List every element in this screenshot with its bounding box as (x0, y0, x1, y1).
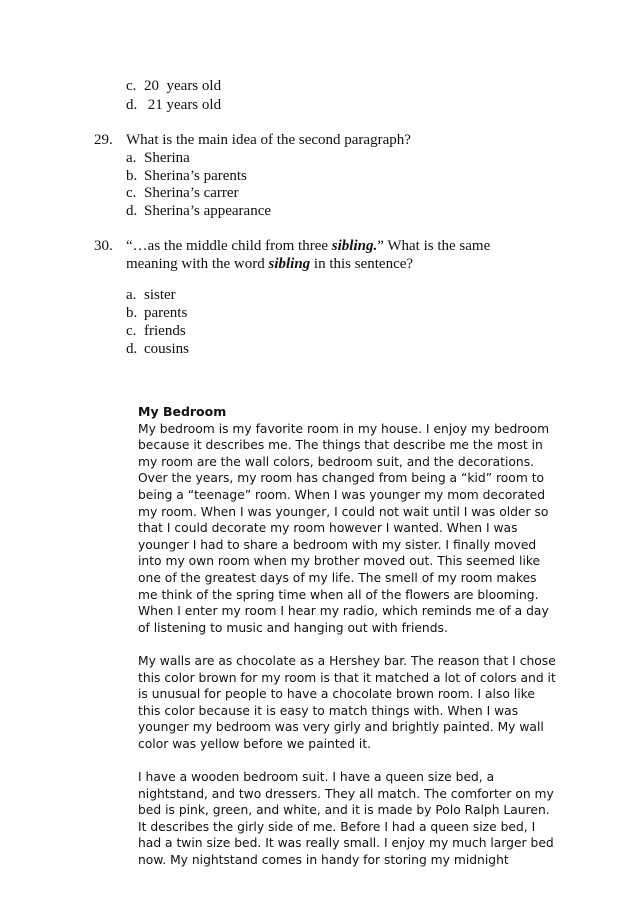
option-text: cousins (144, 341, 189, 357)
question-29 (94, 131, 534, 149)
option-text: friends (144, 323, 186, 339)
question-number: 29. (94, 132, 113, 148)
option-letter: b. (126, 305, 138, 321)
option-letter: a. (126, 150, 137, 166)
option-letter: b. (126, 168, 138, 184)
option-letter: a. (126, 287, 137, 303)
reading-passage (138, 404, 558, 885)
passage-paragraph-2: My walls are as chocolate as a Hershey bar. The reason that I chose this color brown for my room is that it matched a lot of colors and it is unusual for people to have a chocolate brown room. I also like this color because it is easy to match things with. When I was younger my bedroom was very girly and brightly painted. My wall color was yellow before we painted it. (138, 653, 556, 751)
question-number: 30. (94, 238, 113, 254)
passage-title: My Bedroom (138, 404, 227, 419)
q28-option-c (126, 77, 221, 95)
option-text: 21 years old (144, 97, 222, 113)
q30-option-a (126, 286, 176, 304)
option-text: Sherina (144, 150, 190, 166)
option-text: 20 years old (144, 78, 222, 94)
question-text-part1: “…as the middle child from three (126, 238, 332, 254)
q29-option-a (126, 149, 190, 167)
q29-option-d (126, 202, 271, 220)
q30-option-d (126, 340, 189, 358)
option-text: sister (144, 287, 176, 303)
passage-paragraph-3: I have a wooden bedroom suit. I have a queen size bed, a nightstand, and two dressers. They all match. The comforter on my bed is pink, green, and white, and it is made by Polo Ralph Lauren. It describes the girly side of me. Before I had a queen size bed, I had a twin size bed. It was really small. I enjoy my much larger bed now. My nightstand comes in handy for storing my midnight (138, 770, 554, 868)
question-30 (94, 237, 534, 273)
option-letter: d. (126, 203, 138, 219)
passage-paragraph-1: My bedroom is my favorite room in my house. I enjoy my bedroom because it describes me. The things that describe me the most in my room are the wall colors, bedroom suit, and the decorations. Over the years, my room has changed from being a “kid” room to being a “teenage” room. When I was younger my mom decorated my room. When I was younger, I could not wait until I was older so that I could decorate my room however I wanted. When I was younger I had to share a bedroom with my sister. I finally moved into my own room when my brother moved out. This seemed like one of the greatest days of my life. The smell of my room makes me think of the spring time when all of the flowers are blooming. When I enter my room I hear my radio, which reminds me of a day of listening to music and hanging out with friends. (138, 421, 550, 635)
question-text: What is the main idea of the second paragraph? (126, 132, 411, 148)
option-letter: c. (126, 185, 137, 201)
question-emphasis: sibling. (331, 238, 378, 254)
option-text: Sherina’s carrer (144, 185, 239, 201)
q30-option-b (126, 304, 187, 322)
q29-option-b (126, 167, 247, 185)
option-letter: c. (126, 78, 137, 94)
option-letter: c. (126, 323, 137, 339)
option-letter: d. (126, 341, 138, 357)
question-text-part4: in this sentence? (310, 256, 414, 272)
q29-option-c (126, 184, 239, 202)
option-text: parents (144, 305, 188, 321)
option-text: Sherina’s parents (144, 168, 247, 184)
q30-option-c (126, 322, 186, 340)
question-text-part2: ” What is the same (377, 238, 491, 254)
question-text-part3: meaning with the word (126, 256, 269, 272)
option-letter: d. (126, 97, 138, 113)
option-text: Sherina’s appearance (144, 203, 272, 219)
q28-option-d (126, 96, 221, 114)
question-emphasis: sibling (268, 256, 311, 272)
